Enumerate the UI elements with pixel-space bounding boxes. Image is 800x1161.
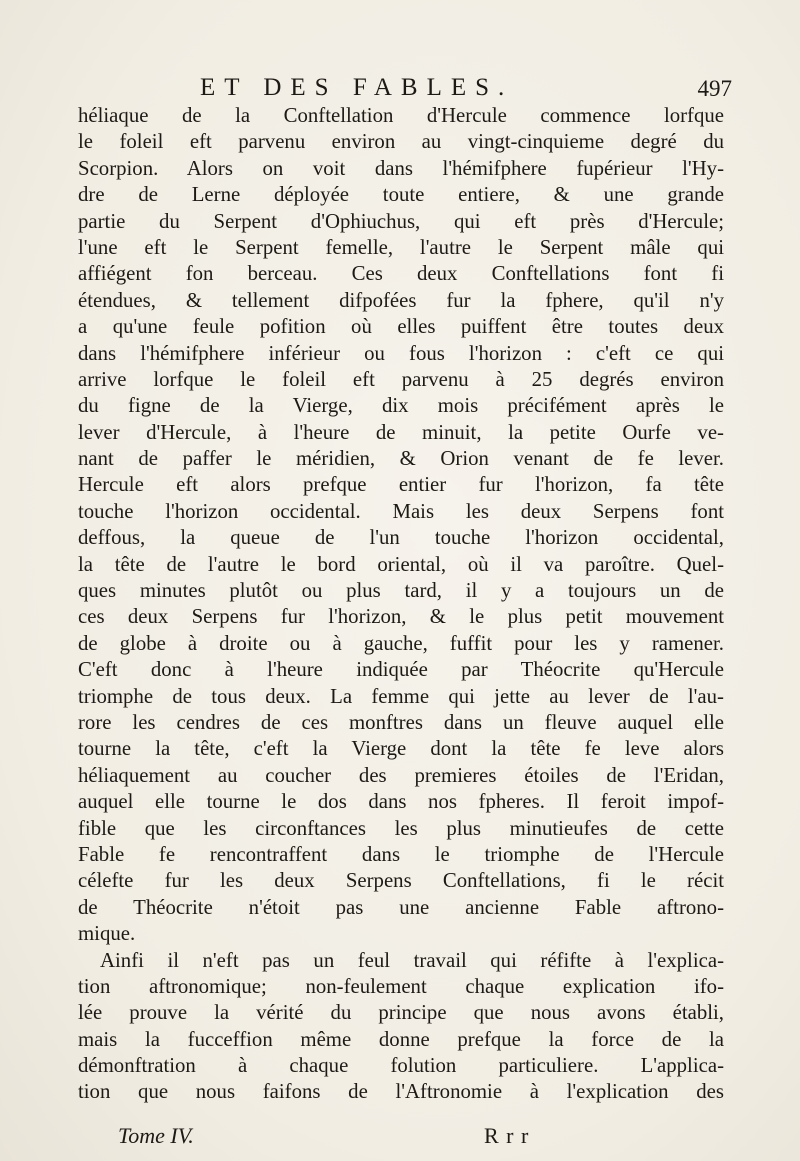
- text-line: tourne la tête, c'eft la Vierge dont la tête fe leve alors: [78, 737, 724, 761]
- text-line: démonftration à chaque folution particuliere. L'applica-: [78, 1054, 724, 1078]
- text-line: de globe à droite ou à gauche, fuffit pour les y ramener.: [78, 631, 724, 655]
- text-line: mais la fucceffion même donne prefque la force de la: [78, 1027, 724, 1051]
- text-line: Fable fe rencontraffent dans le triomphe de l'Hercule: [78, 842, 724, 866]
- page-footer: [118, 1123, 638, 1153]
- text-line: lever d'Hercule, à l'heure de minuit, la petite Ourfe ve-: [78, 420, 724, 444]
- text-line: rore les cendres de ces monftres dans un fleuve auquel elle: [78, 710, 724, 734]
- paragraph: [78, 948, 724, 1106]
- page-number: 497: [697, 76, 732, 101]
- body-text: [78, 103, 724, 1106]
- text-line: le foleil eft parvenu environ au vingt-cinquieme degré du: [78, 130, 724, 154]
- text-line: tion que nous faifons de l'Aftronomie à l'explication des: [78, 1080, 724, 1104]
- running-head: [200, 74, 740, 104]
- text-line: la tête de l'autre le bord oriental, où il va paroître. Quel-: [78, 552, 724, 576]
- text-line: dans l'hémifphere inférieur ou fous l'horizon : c'eft ce qui: [78, 341, 724, 365]
- text-line: mique.: [78, 922, 136, 946]
- text-line: partie du Serpent d'Ophiuchus, qui eft près d'Hercule;: [78, 209, 724, 233]
- text-line: fible que les circonftances les plus minutieufes de cette: [78, 816, 724, 840]
- text-line: héliaque de la Conftellation d'Hercule commence lorfque: [78, 104, 724, 127]
- running-title: ET DES FABLES.: [200, 74, 514, 101]
- text-line: C'eft donc à l'heure indiquée par Théocrite qu'Hercule: [78, 658, 724, 682]
- text-line: héliaquement au coucher des premieres étoiles de l'Eridan,: [78, 763, 724, 787]
- text-line: Hercule eft alors prefque entier fur l'horizon, fa tête: [78, 473, 724, 497]
- paragraph: [78, 103, 724, 948]
- text-line: Scorpion. Alors on voit dans l'hémifphere fupérieur l'Hy-: [78, 156, 724, 180]
- volume-label: Tome IV.: [118, 1123, 194, 1148]
- text-line: du figne de la Vierge, dix mois précifément après le: [78, 394, 724, 418]
- text-line: étendues, & tellement difpofées fur la fphere, qu'il n'y: [78, 288, 724, 312]
- text-line: a qu'une feule pofition où elles puiffent être toutes deux: [78, 315, 724, 339]
- text-line: Ainfi il n'eft pas un feul travail qui réfifte à l'explica-: [100, 948, 724, 972]
- text-line: auquel elle tourne le dos dans nos fpheres. Il feroit impof-: [78, 790, 724, 814]
- text-line: lée prouve la vérité du principe que nous avons établi,: [78, 1001, 724, 1025]
- text-line: affiégent fon berceau. Ces deux Conftellations font fi: [78, 262, 724, 286]
- printer-signature: R r r: [484, 1123, 530, 1148]
- text-line: arrive lorfque le foleil eft parvenu à 25 degrés environ: [78, 367, 724, 391]
- text-line: l'une eft le Serpent femelle, l'autre le Serpent mâle qui: [78, 235, 724, 259]
- text-line: touche l'horizon occidental. Mais les deux Serpens font: [78, 499, 724, 523]
- text-line: dre de Lerne déployée toute entiere, & une grande: [78, 183, 724, 207]
- text-line: célefte fur les deux Serpens Conftellations, fi le récit: [78, 869, 724, 893]
- text-line: triomphe de tous deux. La femme qui jette au lever de l'au-: [78, 684, 724, 708]
- text-line: de Théocrite n'étoit pas une ancienne Fable aftrono-: [78, 895, 724, 919]
- text-line: tion aftronomique; non-feulement chaque explication ifo-: [78, 974, 724, 998]
- text-line: deffous, la queue de l'un touche l'horizon occidental,: [78, 526, 724, 550]
- text-line: ques minutes plutôt ou plus tard, il y a toujours un de: [78, 579, 724, 603]
- text-line: ces deux Serpens fur l'horizon, & le plus petit mouvement: [78, 605, 724, 629]
- text-line: nant de paffer le méridien, & Orion venant de fe lever.: [78, 447, 724, 471]
